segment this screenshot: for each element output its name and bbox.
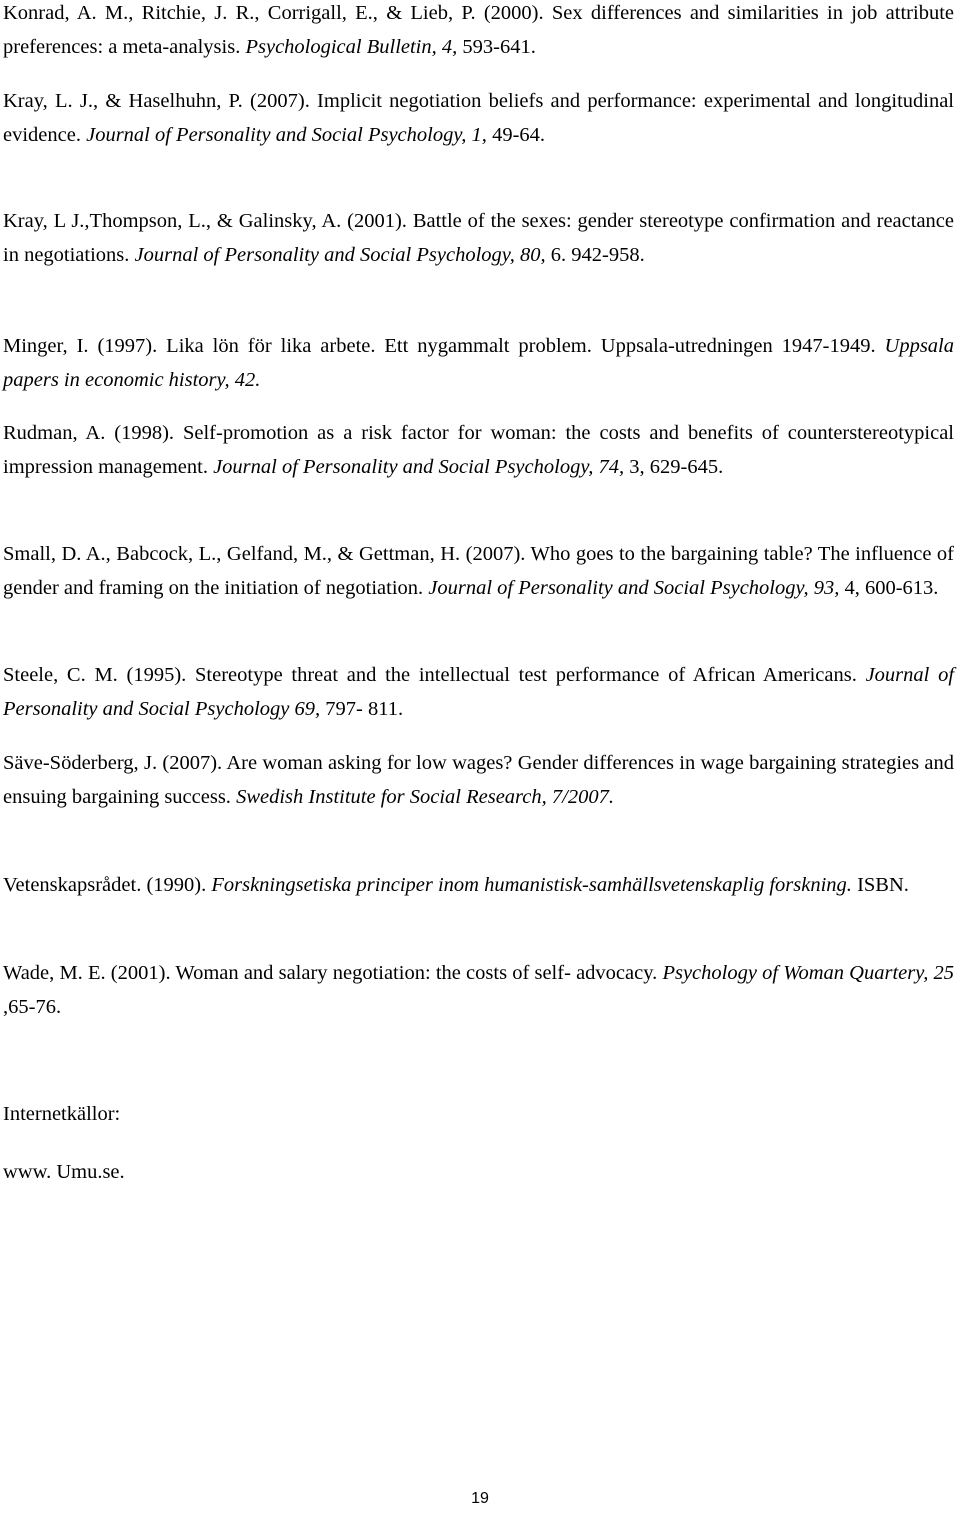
reference-pages: 49-64. bbox=[486, 124, 546, 146]
reference-pages: ISBN. bbox=[851, 874, 909, 896]
reference-source: Swedish Institute for Social Research, 7/2007. bbox=[236, 786, 614, 808]
reference-source: Journal of Personality and Social Psychology, 93, bbox=[428, 577, 840, 599]
reference-text: Konrad, A. M., Ritchie, J. R., Corrigall, E., & Lieb, P. (2000). Sex differences and similarities in job attribute preferences: a meta-analysis. bbox=[3, 2, 954, 58]
reference-source: Psychological Bulletin, 4, bbox=[245, 36, 458, 58]
reference-entry bbox=[3, 956, 954, 1024]
reference-entry bbox=[3, 658, 954, 726]
reference-entry bbox=[3, 329, 954, 397]
reference-entry bbox=[3, 84, 954, 152]
page-number: 19 bbox=[471, 1490, 489, 1507]
reference-text: Kray, L. J., & Haselhuhn, P. (2007). Implicit negotiation beliefs and performance: experimental and longitudinal evidence. bbox=[3, 90, 954, 146]
reference-source: Forskningsetiska principer inom humanistisk-samhällsvetenskaplig forskning. bbox=[211, 874, 852, 896]
reference-source: Uppsala papers in economic history, 42. bbox=[3, 335, 954, 391]
reference-source: Journal of Personality and Social Psychology 69, bbox=[3, 664, 955, 720]
reference-entry bbox=[3, 537, 954, 605]
reference-text: Rudman, A. (1998). Self-promotion as a risk factor for woman: the costs and benefits of counterstereotypical impression management. bbox=[3, 422, 954, 478]
reference-pages: ,65-76. bbox=[3, 996, 62, 1018]
reference-text: Small, D. A., Babcock, L., Gelfand, M., & Gettman, H. (2007). Who goes to the bargaining table? The influence of gender and framing on the initiation of negotiation. bbox=[3, 543, 954, 599]
reference-source: Journal of Personality and Social Psychology, 1, bbox=[86, 124, 487, 146]
internet-source-link[interactable]: www. Umu.se. bbox=[3, 1161, 125, 1183]
reference-text: Wade, M. E. (2001). Woman and salary negotiation: the costs of self- advocacy. bbox=[3, 962, 663, 984]
reference-source: Journal of Personality and Social Psychology, 80, bbox=[134, 244, 546, 266]
reference-source: Psychology of Woman Quartery, 25 bbox=[662, 962, 954, 984]
reference-text: Minger, I. (1997). Lika lön för lika arbete. Ett nygammalt problem. Uppsala-utredningen 1947-1949. bbox=[3, 335, 885, 357]
reference-pages: 4, 600-613. bbox=[839, 577, 939, 599]
reference-text: Säve-Söderberg, J. (2007). Are woman asking for low wages? Gender differences in wage bargaining strategies and ensuing bargaining success. bbox=[3, 752, 954, 808]
reference-pages: 6. 942-958. bbox=[545, 244, 645, 266]
reference-text: Kray, L J.,Thompson, L., & Galinsky, A. (2001). Battle of the sexes: gender stereotype confirmation and reactance in negotiations. bbox=[3, 210, 954, 266]
internet-sources-heading: Internetkällor: bbox=[3, 1103, 121, 1125]
reference-source: Journal of Personality and Social Psychology, 74, bbox=[213, 456, 625, 478]
reference-entry bbox=[3, 868, 954, 902]
reference-entry bbox=[3, 416, 954, 484]
reference-pages: 593-641. bbox=[457, 36, 536, 58]
reference-pages: 3, 629-645. bbox=[624, 456, 724, 478]
reference-text: Vetenskapsrådet. (1990). bbox=[3, 874, 212, 896]
reference-entry bbox=[3, 746, 954, 814]
reference-entry bbox=[3, 204, 954, 272]
reference-pages: 797- 811. bbox=[320, 698, 404, 720]
reference-entry bbox=[3, 0, 954, 64]
reference-text: Steele, C. M. (1995). Stereotype threat and the intellectual test performance of African Americans. bbox=[3, 664, 866, 686]
